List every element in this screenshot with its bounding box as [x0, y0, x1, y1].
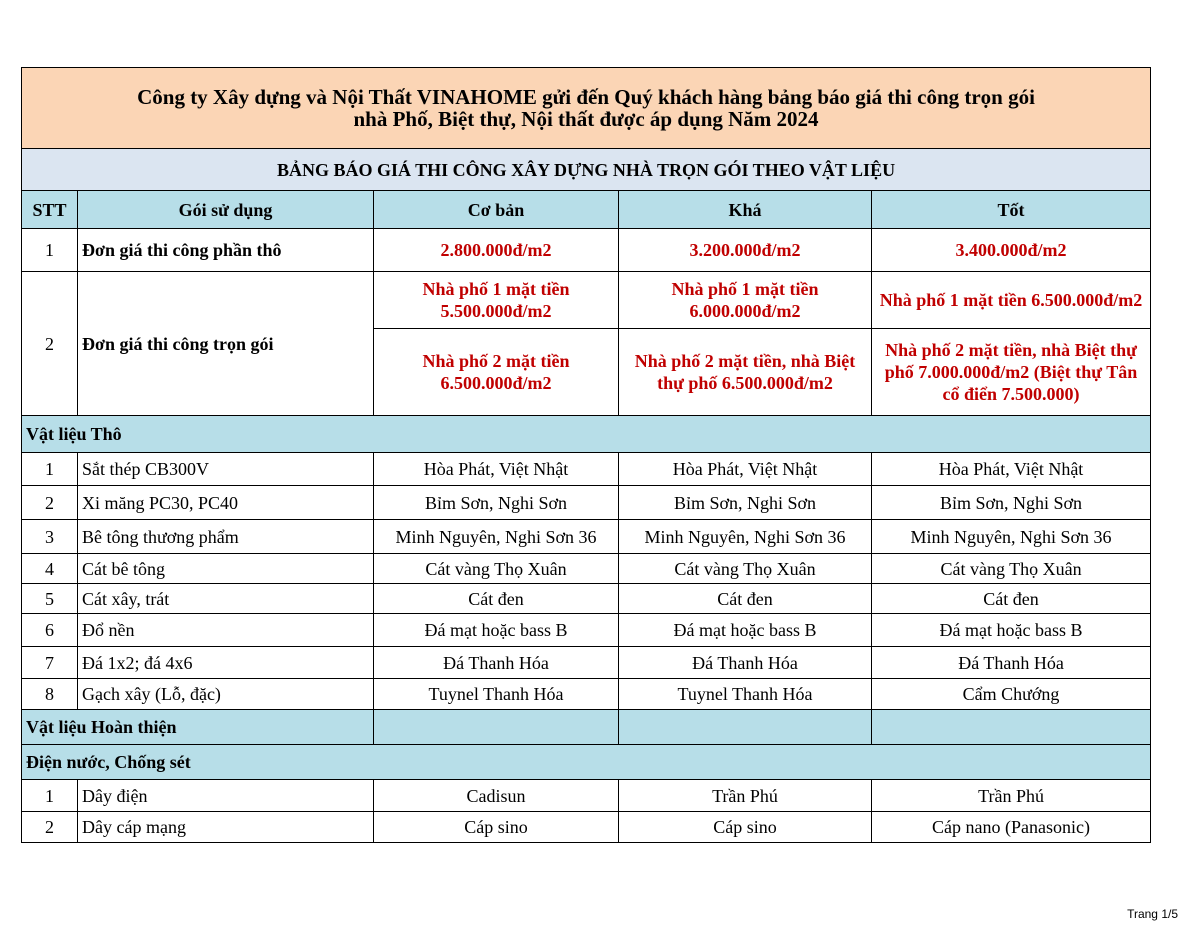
row-stt: 1	[22, 780, 78, 812]
two-front-good: Nhà phố 2 mặt tiền, nhà Biệt thự phố 6.500.000đ/m2	[619, 329, 872, 416]
brand-good: Cát vàng Thọ Xuân	[619, 554, 872, 584]
material-name: Gạch xây (Lỗ, đặc)	[78, 679, 374, 710]
company-title	[22, 68, 1151, 149]
price-best: 3.400.000đ/m2	[872, 229, 1151, 272]
section-cell-empty	[872, 710, 1151, 745]
title-row	[22, 68, 1151, 149]
brand-best: Bỉm Sơn, Nghi Sơn	[872, 486, 1151, 520]
table-row	[22, 679, 1151, 710]
table-row	[22, 453, 1151, 486]
title-line-2: nhà Phố, Biệt thự, Nội thất được áp dụng Năm 2024	[353, 107, 819, 131]
brand-good: Đá mạt hoặc bass B	[619, 614, 872, 647]
brand-good: Minh Nguyên, Nghi Sơn 36	[619, 520, 872, 554]
brand-best: Hòa Phát, Việt Nhật	[872, 453, 1151, 486]
electric-body	[22, 780, 1151, 843]
brand-good: Bỉm Sơn, Nghi Sơn	[619, 486, 872, 520]
col-header-stt: STT	[22, 191, 78, 229]
brand-good: Cáp sino	[619, 812, 872, 843]
material-name: Xi măng PC30, PC40	[78, 486, 374, 520]
price-good: 3.200.000đ/m2	[619, 229, 872, 272]
brand-basic: Hòa Phát, Việt Nhật	[374, 453, 619, 486]
section-title-raw: Vật liệu Thô	[22, 416, 1151, 453]
row-stt: 7	[22, 647, 78, 679]
two-front-basic: Nhà phố 2 mặt tiền 6.500.000đ/m2	[374, 329, 619, 416]
brand-basic: Cadisun	[374, 780, 619, 812]
material-name: Sắt thép CB300V	[78, 453, 374, 486]
table-row	[22, 554, 1151, 584]
brand-best: Đá Thanh Hóa	[872, 647, 1151, 679]
row-stt: 4	[22, 554, 78, 584]
title-line-1: Công ty Xây dựng và Nội Thất VINAHOME gửi đến Quý khách hàng bảng báo giá thi công trọn gói	[137, 85, 1035, 109]
table-row	[22, 584, 1151, 614]
table-row	[22, 520, 1151, 554]
material-name: Cát xây, trát	[78, 584, 374, 614]
row-label: Đơn giá thi công trọn gói	[78, 272, 374, 416]
brand-good: Hòa Phát, Việt Nhật	[619, 453, 872, 486]
price-basic: 2.800.000đ/m2	[374, 229, 619, 272]
row-stt: 1	[22, 453, 78, 486]
section-row-electric	[22, 745, 1151, 780]
brand-best: Đá mạt hoặc bass B	[872, 614, 1151, 647]
brand-good: Trần Phú	[619, 780, 872, 812]
material-name: Dây điện	[78, 780, 374, 812]
table-row	[22, 780, 1151, 812]
material-name: Bê tông thương phẩm	[78, 520, 374, 554]
section-cell-empty	[619, 710, 872, 745]
section-title-finish: Vật liệu Hoàn thiện	[22, 710, 374, 745]
material-name: Đá 1x2; đá 4x6	[78, 647, 374, 679]
col-header-good: Khá	[619, 191, 872, 229]
brand-best: Cát vàng Thọ Xuân	[872, 554, 1151, 584]
section-row-raw	[22, 416, 1151, 453]
brand-best: Cẩm Chướng	[872, 679, 1151, 710]
brand-good: Tuynel Thanh Hóa	[619, 679, 872, 710]
table-row	[22, 812, 1151, 843]
brand-best: Cát đen	[872, 584, 1151, 614]
brand-basic: Cát đen	[374, 584, 619, 614]
row-label: Đơn giá thi công phần thô	[78, 229, 374, 272]
one-front-good: Nhà phố 1 mặt tiền 6.000.000đ/m2	[619, 272, 872, 329]
row-stt: 6	[22, 614, 78, 647]
brand-best: Cáp nano (Panasonic)	[872, 812, 1151, 843]
brand-basic: Đá Thanh Hóa	[374, 647, 619, 679]
two-front-best: Nhà phố 2 mặt tiền, nhà Biệt thự phố 7.000.000đ/m2 (Biệt thự Tân cổ điển 7.500.000)	[872, 329, 1151, 416]
row-stt: 2	[22, 272, 78, 416]
brand-best: Minh Nguyên, Nghi Sơn 36	[872, 520, 1151, 554]
section-cell-empty	[374, 710, 619, 745]
price-table	[21, 67, 1151, 843]
section-title-electric: Điện nước, Chống sét	[22, 745, 1151, 780]
col-header-basic: Cơ bản	[374, 191, 619, 229]
table-row	[22, 486, 1151, 520]
brand-good: Đá Thanh Hóa	[619, 647, 872, 679]
brand-basic: Cát vàng Thọ Xuân	[374, 554, 619, 584]
brand-basic: Cáp sino	[374, 812, 619, 843]
brand-best: Trần Phú	[872, 780, 1151, 812]
row-stt: 2	[22, 812, 78, 843]
row-stt: 3	[22, 520, 78, 554]
subtitle-row	[22, 149, 1151, 191]
raw-materials-body	[22, 453, 1151, 710]
row-stt: 2	[22, 486, 78, 520]
one-front-basic: Nhà phố 1 mặt tiền 5.500.000đ/m2	[374, 272, 619, 329]
full-price-row	[22, 272, 1151, 329]
one-front-best: Nhà phố 1 mặt tiền 6.500.000đ/m2	[872, 272, 1151, 329]
table-row	[22, 614, 1151, 647]
brand-basic: Bỉm Sơn, Nghi Sơn	[374, 486, 619, 520]
page-number: Trang 1/5	[1127, 907, 1178, 921]
brand-good: Cát đen	[619, 584, 872, 614]
brand-basic: Tuynel Thanh Hóa	[374, 679, 619, 710]
material-name: Cát bê tông	[78, 554, 374, 584]
table-subtitle: BẢNG BÁO GIÁ THI CÔNG XÂY DỰNG NHÀ TRỌN GÓI THEO VẬT LIỆU	[22, 149, 1151, 191]
brand-basic: Đá mạt hoặc bass B	[374, 614, 619, 647]
column-header-row	[22, 191, 1151, 229]
col-header-best: Tốt	[872, 191, 1151, 229]
row-stt: 5	[22, 584, 78, 614]
material-name: Dây cáp mạng	[78, 812, 374, 843]
material-name: Đổ nền	[78, 614, 374, 647]
table-row	[22, 647, 1151, 679]
section-row-finish	[22, 710, 1151, 745]
col-header-package: Gói sử dụng	[78, 191, 374, 229]
rough-price-row	[22, 229, 1151, 272]
row-stt: 8	[22, 679, 78, 710]
row-stt: 1	[22, 229, 78, 272]
brand-basic: Minh Nguyên, Nghi Sơn 36	[374, 520, 619, 554]
